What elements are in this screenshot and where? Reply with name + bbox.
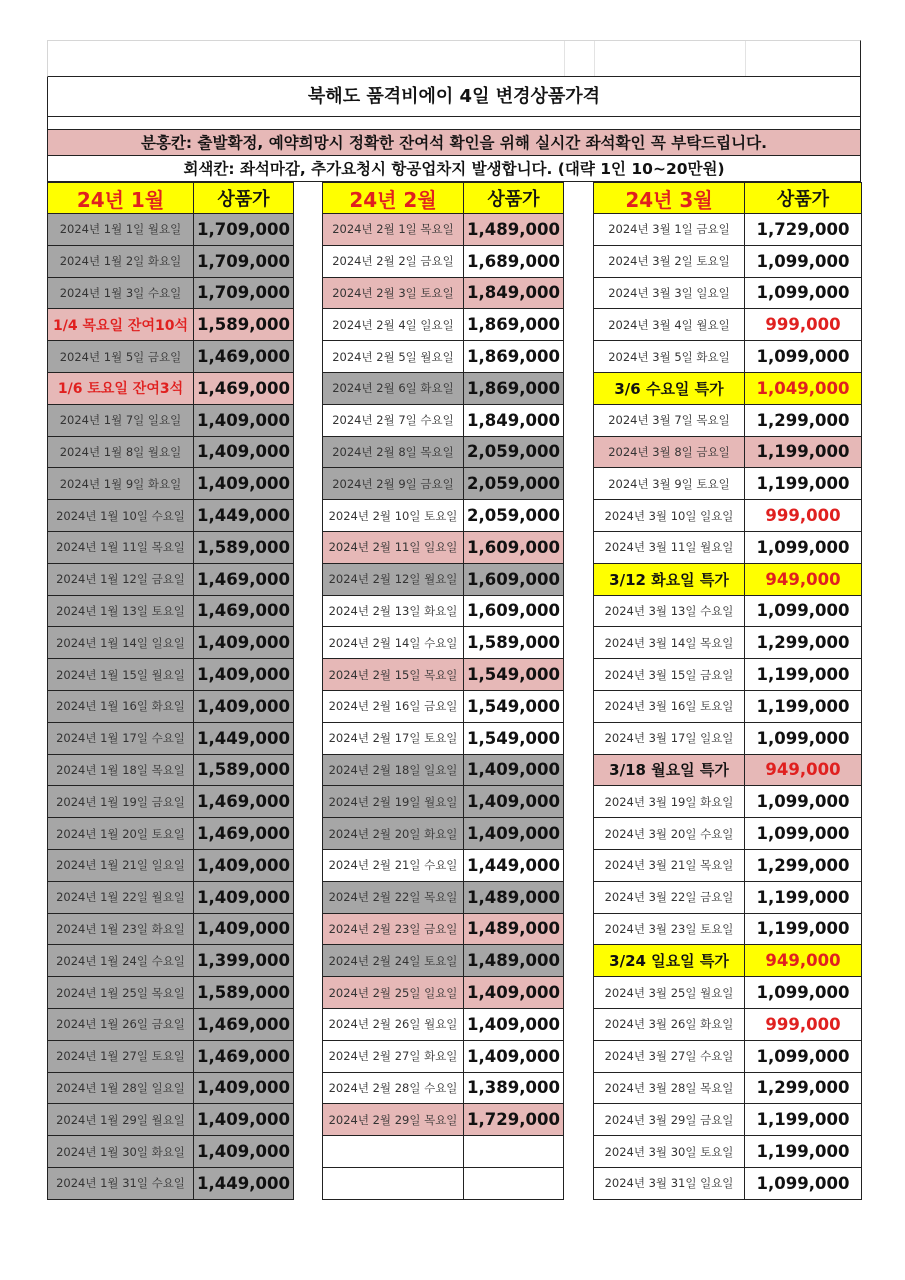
price-cell: 1,199,000 (745, 690, 862, 722)
date-cell: 2024년 2월 22일 목요일 (323, 881, 464, 913)
table-row (48, 627, 862, 659)
table-row (48, 341, 862, 373)
column-spacer (564, 1136, 594, 1168)
table-row (48, 1104, 862, 1136)
column-spacer (564, 468, 594, 500)
column-spacer (564, 913, 594, 945)
column-spacer (564, 722, 594, 754)
date-cell: 2024년 3월 9일 토요일 (594, 468, 745, 500)
date-cell: 2024년 3월 3일 일요일 (594, 277, 745, 309)
column-spacer (564, 690, 594, 722)
column-spacer (294, 849, 323, 881)
date-cell: 2024년 2월 15일 목요일 (323, 659, 464, 691)
table-row (48, 214, 862, 246)
table-row (48, 754, 862, 786)
column-spacer (294, 500, 323, 532)
column-spacer (294, 372, 323, 404)
price-cell: 1,199,000 (745, 1136, 862, 1168)
price-cell: 1,449,000 (194, 722, 294, 754)
price-cell: 1,409,000 (194, 849, 294, 881)
price-cell: 1,589,000 (194, 977, 294, 1009)
date-cell: 2024년 3월 22일 금요일 (594, 881, 745, 913)
price-cell: 2,059,000 (464, 436, 564, 468)
date-cell: 2024년 1월 13일 토요일 (48, 595, 194, 627)
column-spacer (294, 436, 323, 468)
date-cell: 2024년 3월 29일 금요일 (594, 1104, 745, 1136)
table-row (48, 1008, 862, 1040)
date-cell: 2024년 3월 25일 월요일 (594, 977, 745, 1009)
price-table-body (48, 183, 862, 1200)
price-cell: 1,409,000 (194, 1136, 294, 1168)
column-spacer (564, 818, 594, 850)
column-spacer (564, 786, 594, 818)
price-cell: 1,409,000 (464, 977, 564, 1009)
price-cell: 1,489,000 (464, 214, 564, 246)
column-spacer (294, 1008, 323, 1040)
column-spacer (564, 245, 594, 277)
date-cell: 2024년 3월 5일 화요일 (594, 341, 745, 373)
empty-price-cell (464, 1136, 564, 1168)
table-row (48, 1136, 862, 1168)
table-row (48, 881, 862, 913)
price-cell: 1,099,000 (745, 595, 862, 627)
blank-top-row (47, 40, 861, 77)
column-spacer (294, 1136, 323, 1168)
price-cell: 1,469,000 (194, 563, 294, 595)
date-cell: 3/18 월요일 특가 (594, 754, 745, 786)
column-spacer (294, 722, 323, 754)
date-cell: 2024년 2월 27일 화요일 (323, 1040, 464, 1072)
date-cell: 2024년 3월 14일 목요일 (594, 627, 745, 659)
price-cell: 1,849,000 (464, 277, 564, 309)
date-cell: 2024년 1월 12일 금요일 (48, 563, 194, 595)
column-spacer (294, 468, 323, 500)
date-cell: 2024년 2월 4일 일요일 (323, 309, 464, 341)
date-cell: 2024년 3월 21일 목요일 (594, 849, 745, 881)
legend-gray-note: 회색칸: 좌석마감, 추가요청시 항공업차지 발생합니다. (대략 1인 10~20만원) (47, 156, 861, 182)
column-spacer (564, 1072, 594, 1104)
date-cell: 2024년 2월 17일 토요일 (323, 722, 464, 754)
price-table (47, 182, 862, 1200)
month-header-mar: 24년 3월 (594, 183, 745, 214)
date-cell: 2024년 2월 13일 화요일 (323, 595, 464, 627)
column-spacer (294, 595, 323, 627)
date-cell: 2024년 1월 18일 목요일 (48, 754, 194, 786)
price-cell: 1,099,000 (745, 977, 862, 1009)
table-row (48, 563, 862, 595)
price-cell: 1,469,000 (194, 341, 294, 373)
table-row (48, 468, 862, 500)
table-row (48, 436, 862, 468)
date-cell: 2024년 3월 23일 토요일 (594, 913, 745, 945)
price-cell: 1,199,000 (745, 913, 862, 945)
price-cell: 1,469,000 (194, 786, 294, 818)
price-cell: 1,869,000 (464, 341, 564, 373)
date-cell: 2024년 2월 12일 월요일 (323, 563, 464, 595)
price-cell: 1,409,000 (194, 404, 294, 436)
price-cell: 1,099,000 (745, 245, 862, 277)
table-row (48, 818, 862, 850)
date-cell: 2024년 3월 13일 수요일 (594, 595, 745, 627)
price-cell: 1,409,000 (194, 881, 294, 913)
price-cell: 1,199,000 (745, 1104, 862, 1136)
price-cell: 1,409,000 (194, 690, 294, 722)
date-cell: 2024년 3월 16일 토요일 (594, 690, 745, 722)
date-cell: 2024년 1월 31일 수요일 (48, 1167, 194, 1199)
date-cell: 2024년 2월 20일 화요일 (323, 818, 464, 850)
date-cell: 1/4 목요일 잔여10석 (48, 309, 194, 341)
price-cell: 1,299,000 (745, 849, 862, 881)
price-cell: 1,099,000 (745, 1040, 862, 1072)
table-row (48, 531, 862, 563)
column-spacer (294, 659, 323, 691)
column-spacer (564, 1008, 594, 1040)
price-cell: 1,589,000 (194, 531, 294, 563)
price-cell: 1,409,000 (194, 659, 294, 691)
date-cell: 2024년 2월 21일 수요일 (323, 849, 464, 881)
date-cell: 2024년 2월 11일 일요일 (323, 531, 464, 563)
date-cell: 2024년 3월 2일 토요일 (594, 245, 745, 277)
month-header-jan: 24년 1월 (48, 183, 194, 214)
table-row (48, 245, 862, 277)
price-cell: 1,849,000 (464, 404, 564, 436)
table-row (48, 277, 862, 309)
price-cell: 1,869,000 (464, 372, 564, 404)
date-cell: 2024년 1월 5일 금요일 (48, 341, 194, 373)
date-cell: 2024년 2월 5일 월요일 (323, 341, 464, 373)
price-cell: 1,709,000 (194, 277, 294, 309)
column-spacer (564, 1040, 594, 1072)
price-cell: 1,099,000 (745, 531, 862, 563)
table-row (48, 659, 862, 691)
date-cell: 2024년 1월 27일 토요일 (48, 1040, 194, 1072)
price-cell: 1,199,000 (745, 659, 862, 691)
column-spacer (564, 627, 594, 659)
column-spacer (564, 404, 594, 436)
date-cell: 2024년 1월 14일 일요일 (48, 627, 194, 659)
price-cell: 999,000 (745, 1008, 862, 1040)
price-cell: 1,729,000 (745, 214, 862, 246)
date-cell: 2024년 1월 30일 화요일 (48, 1136, 194, 1168)
column-spacer (564, 309, 594, 341)
date-cell: 2024년 3월 8일 금요일 (594, 436, 745, 468)
price-cell: 949,000 (745, 754, 862, 786)
price-cell: 1,299,000 (745, 1072, 862, 1104)
price-cell: 1,099,000 (745, 722, 862, 754)
price-cell: 1,409,000 (194, 1104, 294, 1136)
price-cell: 1,589,000 (194, 309, 294, 341)
column-spacer (294, 563, 323, 595)
column-spacer (294, 309, 323, 341)
date-cell: 2024년 2월 8일 목요일 (323, 436, 464, 468)
price-cell: 1,389,000 (464, 1072, 564, 1104)
price-cell: 1,469,000 (194, 595, 294, 627)
table-row (48, 372, 862, 404)
price-cell: 1,199,000 (745, 881, 862, 913)
price-cell: 1,449,000 (194, 500, 294, 532)
date-cell: 2024년 1월 24일 수요일 (48, 945, 194, 977)
date-cell: 2024년 2월 3일 토요일 (323, 277, 464, 309)
table-row (48, 309, 862, 341)
price-cell: 1,049,000 (745, 372, 862, 404)
price-cell: 1,409,000 (464, 818, 564, 850)
price-cell: 1,409,000 (194, 436, 294, 468)
column-spacer (294, 214, 323, 246)
price-cell: 949,000 (745, 563, 862, 595)
price-cell: 1,469,000 (194, 818, 294, 850)
date-cell: 2024년 1월 15일 월요일 (48, 659, 194, 691)
table-row (48, 849, 862, 881)
date-cell: 2024년 3월 30일 토요일 (594, 1136, 745, 1168)
date-cell: 2024년 3월 27일 수요일 (594, 1040, 745, 1072)
date-cell: 2024년 3월 4일 월요일 (594, 309, 745, 341)
column-spacer (564, 659, 594, 691)
date-cell: 1/6 토요일 잔여3석 (48, 372, 194, 404)
table-row (48, 1072, 862, 1104)
price-cell: 1,589,000 (464, 627, 564, 659)
column-spacer (564, 372, 594, 404)
price-cell: 1,549,000 (464, 659, 564, 691)
price-cell: 1,399,000 (194, 945, 294, 977)
price-cell: 949,000 (745, 945, 862, 977)
date-cell: 2024년 2월 24일 토요일 (323, 945, 464, 977)
price-cell: 1,549,000 (464, 722, 564, 754)
price-cell: 1,709,000 (194, 214, 294, 246)
spacer-row (47, 117, 861, 130)
date-cell: 2024년 2월 28일 수요일 (323, 1072, 464, 1104)
price-cell: 999,000 (745, 309, 862, 341)
date-cell: 2024년 1월 19일 금요일 (48, 786, 194, 818)
price-cell: 1,409,000 (464, 1040, 564, 1072)
date-cell: 2024년 2월 29일 목요일 (323, 1104, 464, 1136)
date-cell: 2024년 1월 21일 일요일 (48, 849, 194, 881)
date-cell: 2024년 2월 18일 일요일 (323, 754, 464, 786)
date-cell: 2024년 3월 11일 월요일 (594, 531, 745, 563)
price-cell: 1,409,000 (194, 1072, 294, 1104)
table-row (48, 500, 862, 532)
column-spacer (294, 786, 323, 818)
column-spacer (294, 277, 323, 309)
date-cell: 2024년 2월 25일 일요일 (323, 977, 464, 1009)
column-spacer (294, 977, 323, 1009)
price-cell: 1,709,000 (194, 245, 294, 277)
table-row (48, 595, 862, 627)
date-cell: 3/12 화요일 특가 (594, 563, 745, 595)
price-cell: 1,409,000 (464, 1008, 564, 1040)
table-row (48, 404, 862, 436)
price-cell: 1,469,000 (194, 1040, 294, 1072)
column-spacer (564, 436, 594, 468)
column-spacer (294, 627, 323, 659)
date-cell: 2024년 1월 26일 금요일 (48, 1008, 194, 1040)
date-cell: 2024년 2월 23일 금요일 (323, 913, 464, 945)
price-cell: 1,199,000 (745, 468, 862, 500)
column-spacer (294, 1072, 323, 1104)
date-cell: 2024년 2월 26일 월요일 (323, 1008, 464, 1040)
price-cell: 1,299,000 (745, 404, 862, 436)
date-cell: 2024년 3월 31일 일요일 (594, 1167, 745, 1199)
column-spacer (294, 1040, 323, 1072)
price-cell: 1,549,000 (464, 690, 564, 722)
price-cell: 1,729,000 (464, 1104, 564, 1136)
column-spacer (564, 1104, 594, 1136)
price-cell: 999,000 (745, 500, 862, 532)
date-cell: 2024년 1월 10일 수요일 (48, 500, 194, 532)
column-spacer (564, 531, 594, 563)
column-spacer (294, 183, 323, 214)
price-cell: 1,099,000 (745, 341, 862, 373)
price-cell: 2,059,000 (464, 500, 564, 532)
column-spacer (294, 913, 323, 945)
date-cell: 2024년 3월 15일 금요일 (594, 659, 745, 691)
table-row (48, 1167, 862, 1199)
column-spacer (294, 531, 323, 563)
date-cell: 2024년 2월 14일 수요일 (323, 627, 464, 659)
column-spacer (294, 341, 323, 373)
date-cell: 2024년 3월 7일 목요일 (594, 404, 745, 436)
table-row (48, 977, 862, 1009)
price-cell: 1,099,000 (745, 277, 862, 309)
column-spacer (294, 754, 323, 786)
date-cell: 2024년 3월 19일 화요일 (594, 786, 745, 818)
price-cell: 1,409,000 (464, 754, 564, 786)
date-cell: 2024년 1월 3일 수요일 (48, 277, 194, 309)
price-cell: 1,589,000 (194, 754, 294, 786)
column-spacer (294, 881, 323, 913)
month-header-feb: 24년 2월 (323, 183, 464, 214)
table-row (48, 690, 862, 722)
date-cell: 2024년 1월 25일 목요일 (48, 977, 194, 1009)
date-cell: 2024년 2월 16일 금요일 (323, 690, 464, 722)
table-row (48, 722, 862, 754)
price-cell: 1,299,000 (745, 627, 862, 659)
column-spacer (564, 563, 594, 595)
column-spacer (294, 245, 323, 277)
date-cell: 2024년 2월 19일 월요일 (323, 786, 464, 818)
column-spacer (294, 818, 323, 850)
column-spacer (294, 1167, 323, 1199)
column-spacer (564, 183, 594, 214)
table-row (48, 913, 862, 945)
date-cell: 2024년 1월 8일 월요일 (48, 436, 194, 468)
price-cell: 1,099,000 (745, 1167, 862, 1199)
price-cell: 1,449,000 (464, 849, 564, 881)
price-cell: 2,059,000 (464, 468, 564, 500)
empty-date-cell (323, 1167, 464, 1199)
column-spacer (564, 945, 594, 977)
price-cell: 1,609,000 (464, 563, 564, 595)
date-cell: 2024년 1월 16일 화요일 (48, 690, 194, 722)
price-cell: 1,409,000 (464, 786, 564, 818)
price-cell: 1,489,000 (464, 945, 564, 977)
date-cell: 2024년 2월 7일 수요일 (323, 404, 464, 436)
price-cell: 1,489,000 (464, 913, 564, 945)
date-cell: 2024년 1월 17일 수요일 (48, 722, 194, 754)
price-cell: 1,099,000 (745, 786, 862, 818)
date-cell: 2024년 1월 20일 토요일 (48, 818, 194, 850)
price-cell: 1,409,000 (194, 913, 294, 945)
date-cell: 2024년 1월 1일 월요일 (48, 214, 194, 246)
price-header-mar: 상품가 (745, 183, 862, 214)
price-sheet (47, 40, 861, 1200)
column-spacer (564, 849, 594, 881)
table-row (48, 945, 862, 977)
column-spacer (294, 404, 323, 436)
column-spacer (564, 277, 594, 309)
legend-pink-note: 분홍칸: 출발확정, 예약희망시 정확한 잔여석 확인을 위해 실시간 좌석확인 꼭 부탁드립니다. (47, 130, 861, 156)
date-cell: 2024년 1월 11일 목요일 (48, 531, 194, 563)
column-spacer (564, 214, 594, 246)
price-cell: 1,869,000 (464, 309, 564, 341)
price-cell: 1,199,000 (745, 436, 862, 468)
price-cell: 1,609,000 (464, 595, 564, 627)
price-cell: 1,609,000 (464, 531, 564, 563)
column-spacer (564, 977, 594, 1009)
price-cell: 1,689,000 (464, 245, 564, 277)
column-spacer (564, 595, 594, 627)
date-cell: 2024년 3월 10일 일요일 (594, 500, 745, 532)
date-cell: 3/24 일요일 특가 (594, 945, 745, 977)
column-spacer (564, 1167, 594, 1199)
column-spacer (294, 690, 323, 722)
price-cell: 1,409,000 (194, 627, 294, 659)
column-spacer (294, 1104, 323, 1136)
date-cell: 2024년 2월 1일 목요일 (323, 214, 464, 246)
empty-price-cell (464, 1167, 564, 1199)
date-cell: 2024년 2월 9일 금요일 (323, 468, 464, 500)
date-cell: 2024년 2월 10일 토요일 (323, 500, 464, 532)
table-row (48, 1040, 862, 1072)
date-cell: 2024년 3월 26일 화요일 (594, 1008, 745, 1040)
price-header-jan: 상품가 (194, 183, 294, 214)
date-cell: 2024년 1월 22일 월요일 (48, 881, 194, 913)
price-cell: 1,099,000 (745, 818, 862, 850)
column-spacer (564, 754, 594, 786)
column-spacer (564, 500, 594, 532)
empty-date-cell (323, 1136, 464, 1168)
price-cell: 1,449,000 (194, 1167, 294, 1199)
column-spacer (564, 881, 594, 913)
column-spacer (564, 341, 594, 373)
price-cell: 1,409,000 (194, 468, 294, 500)
date-cell: 2024년 1월 28일 일요일 (48, 1072, 194, 1104)
page-title: 북해도 품격비에이 4일 변경상품가격 (47, 77, 861, 117)
date-cell: 2024년 1월 9일 화요일 (48, 468, 194, 500)
date-cell: 2024년 3월 17일 일요일 (594, 722, 745, 754)
date-cell: 2024년 3월 28일 목요일 (594, 1072, 745, 1104)
column-spacer (294, 945, 323, 977)
date-cell: 2024년 1월 29일 월요일 (48, 1104, 194, 1136)
price-cell: 1,489,000 (464, 881, 564, 913)
date-cell: 2024년 1월 2일 화요일 (48, 245, 194, 277)
date-cell: 2024년 3월 20일 수요일 (594, 818, 745, 850)
date-cell: 2024년 2월 2일 금요일 (323, 245, 464, 277)
table-header-row (48, 183, 862, 214)
date-cell: 2024년 2월 6일 화요일 (323, 372, 464, 404)
date-cell: 2024년 3월 1일 금요일 (594, 214, 745, 246)
price-header-feb: 상품가 (464, 183, 564, 214)
date-cell: 3/6 수요일 특가 (594, 372, 745, 404)
table-row (48, 786, 862, 818)
price-cell: 1,469,000 (194, 1008, 294, 1040)
date-cell: 2024년 1월 7일 일요일 (48, 404, 194, 436)
price-cell: 1,469,000 (194, 372, 294, 404)
date-cell: 2024년 1월 23일 화요일 (48, 913, 194, 945)
